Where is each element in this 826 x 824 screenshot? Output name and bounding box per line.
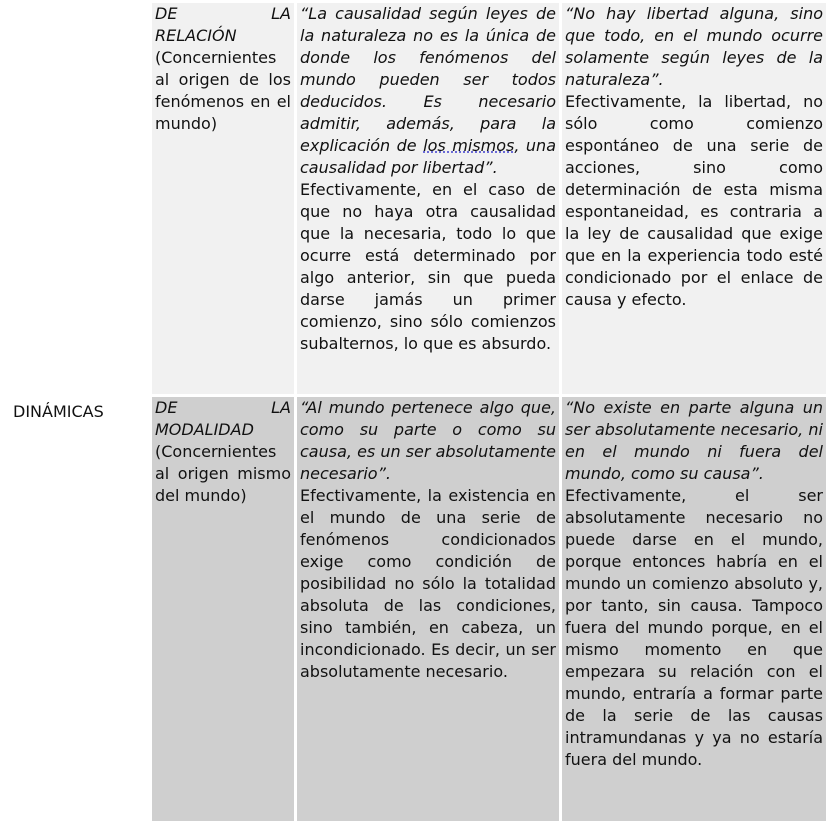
kind-cell-modality <box>152 397 294 821</box>
thesis-body: Efectivamente, la existencia en el mundo de una serie de fenómenos condicionados exige como condición de posibilidad no sólo la totalidad absoluta de las condiciones, sino también, en cabeza, un incondicionado. Es decir, un ser absolutamente necesario. <box>300 486 556 681</box>
antithesis-body: Efectivamente, la libertad, no sólo como comienzo espontáneo de una serie de acciones, sino como determinación de esta misma espontaneidad, es contraria a la ley de causalidad que exige que en la experiencia todo esté condicionado por el enlace de causa y efecto. <box>565 92 823 309</box>
category-label: DINÁMICAS <box>3 3 149 821</box>
kind-name: MODALIDAD <box>155 420 254 439</box>
kind-description: (Concernientes al origen de los fenómenos en el mundo) <box>155 48 291 133</box>
kind-cell-relation <box>152 3 294 394</box>
spellcheck-underline: los mismos, <box>423 136 520 155</box>
thesis-cell-modality <box>297 397 559 821</box>
antithesis-cell-modality <box>562 397 826 821</box>
thesis-body: Efectivamente, en el caso de que no haya otra causalidad que la necesaria, todo lo que ocurre está determinado por algo anterior, sin que pueda darse jamás un primer comienzo, sino sólo comienzos subalternos, lo que es absurdo. <box>300 180 556 353</box>
antithesis-cell-relation <box>562 3 826 394</box>
thesis-quote: “Al mundo pertenece algo que, como su parte o como su causa, es un ser absolutamente necesario”. <box>300 398 556 483</box>
kind-heading: DE LA <box>155 4 291 23</box>
kind-name: RELACIÓN <box>155 26 237 45</box>
kind-heading: DE LA <box>155 398 291 417</box>
antithesis-quote: “No hay libertad alguna, sino que todo, en el mundo ocurre solamente según leyes de la naturaleza”. <box>565 4 823 89</box>
antithesis-body: Efectivamente, el ser absolutamente necesario no puede darse en el mundo, porque entonces habría en el mundo un comienzo absoluto y, por tanto, sin causa. Tampoco fuera del mundo porque, en el mismo momento en que empezara su relación con el mundo, entraría a formar parte de la serie de las causas intramundanas y ya no estaría fuera del mundo. <box>565 486 823 769</box>
thesis-cell-relation <box>297 3 559 394</box>
table-row-relation <box>3 3 826 394</box>
kind-description: (Concernientes al origen mismo del mundo) <box>155 442 291 505</box>
antithesis-quote: “No existe en parte alguna un ser absolutamente necesario, ni en el mundo ni fuera del mundo, como su causa”. <box>565 398 823 483</box>
thesis-quote: “La causalidad según leyes de la naturaleza no es la única de donde los fenómenos del mundo pueden ser todos deducidos. Es necesario admitir, además, para la explicación de los mismos, una causalidad por libertad”. <box>300 4 556 177</box>
